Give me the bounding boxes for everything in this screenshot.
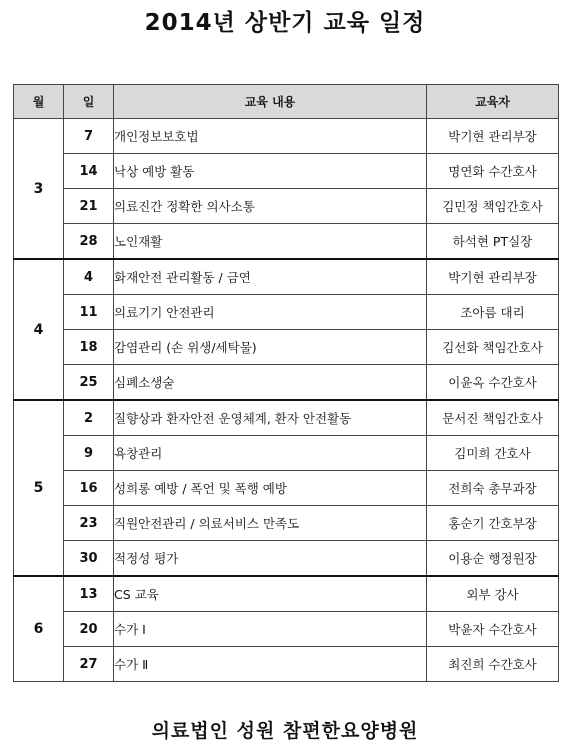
table-row [14, 330, 559, 365]
content-cell: 노인재활 [114, 224, 427, 260]
content-cell: 심폐소생술 [114, 365, 427, 401]
day-cell: 9 [64, 436, 114, 471]
day-cell: 11 [64, 295, 114, 330]
schedule-body [14, 119, 559, 682]
day-cell: 27 [64, 647, 114, 682]
day-cell: 2 [64, 400, 114, 436]
day-cell: 14 [64, 154, 114, 189]
header-instructor: 교육자 [427, 85, 559, 119]
day-cell: 21 [64, 189, 114, 224]
instructor-cell: 하석현 PT실장 [427, 224, 559, 260]
table-header-row [14, 85, 559, 119]
table-row [14, 612, 559, 647]
table-row [14, 436, 559, 471]
month-cell: 5 [14, 400, 64, 576]
day-cell: 13 [64, 576, 114, 612]
content-cell: 개인정보보호법 [114, 119, 427, 154]
table-row [14, 506, 559, 541]
table-row [14, 154, 559, 189]
instructor-cell: 김미희 간호사 [427, 436, 559, 471]
content-cell: 질향상과 환자안전 운영체계, 환자 안전활동 [114, 400, 427, 436]
content-cell: 욕창관리 [114, 436, 427, 471]
content-cell: 적정성 평가 [114, 541, 427, 577]
instructor-cell: 박기현 관리부장 [427, 119, 559, 154]
day-cell: 23 [64, 506, 114, 541]
table-row [14, 224, 559, 260]
instructor-cell: 김선화 책임간호사 [427, 330, 559, 365]
content-cell: 의료기기 안전관리 [114, 295, 427, 330]
day-cell: 25 [64, 365, 114, 401]
table-row [14, 189, 559, 224]
table-row [14, 471, 559, 506]
header-month: 월 [14, 85, 64, 119]
instructor-cell: 최진희 수간호사 [427, 647, 559, 682]
day-cell: 20 [64, 612, 114, 647]
instructor-cell: 이윤옥 수간호사 [427, 365, 559, 401]
content-cell: 감염관리 (손 위생/세탁물) [114, 330, 427, 365]
month-cell: 3 [14, 119, 64, 260]
hospital-name: 의료법인 성원 참편한요양병원 [151, 720, 419, 742]
content-cell: 수가 Ⅰ [114, 612, 427, 647]
month-cell: 6 [14, 576, 64, 682]
table-row [14, 295, 559, 330]
table-row [14, 119, 559, 154]
table-row [14, 365, 559, 401]
table-row [14, 576, 559, 612]
day-cell: 18 [64, 330, 114, 365]
table-row [14, 647, 559, 682]
instructor-cell: 이용순 행정원장 [427, 541, 559, 577]
day-cell: 30 [64, 541, 114, 577]
instructor-cell: 박윤자 수간호사 [427, 612, 559, 647]
content-cell: 의료진간 정확한 의사소통 [114, 189, 427, 224]
instructor-cell: 외부 강사 [427, 576, 559, 612]
day-cell: 7 [64, 119, 114, 154]
content-cell: 수가 Ⅱ [114, 647, 427, 682]
instructor-cell: 문서진 책임간호사 [427, 400, 559, 436]
table-row [14, 259, 559, 295]
day-cell: 16 [64, 471, 114, 506]
instructor-cell: 김민정 책임간호사 [427, 189, 559, 224]
instructor-cell: 조아름 대리 [427, 295, 559, 330]
content-cell: 낙상 예방 활동 [114, 154, 427, 189]
page-title: 2014년 상반기 교육 일정 [144, 10, 426, 36]
table-row [14, 400, 559, 436]
day-cell: 28 [64, 224, 114, 260]
content-cell: 성희롱 예방 / 폭언 및 폭행 예방 [114, 471, 427, 506]
content-cell: 직원안전관리 / 의료서비스 만족도 [114, 506, 427, 541]
schedule-table [13, 84, 559, 682]
instructor-cell: 박기현 관리부장 [427, 259, 559, 295]
header-day: 일 [64, 85, 114, 119]
content-cell: 화재안전 관리활동 / 금연 [114, 259, 427, 295]
instructor-cell: 명연화 수간호사 [427, 154, 559, 189]
header-content: 교육 내용 [114, 85, 427, 119]
instructor-cell: 홍순기 간호부장 [427, 506, 559, 541]
content-cell: CS 교육 [114, 576, 427, 612]
day-cell: 4 [64, 259, 114, 295]
table-row [14, 541, 559, 577]
instructor-cell: 전희숙 총무과장 [427, 471, 559, 506]
month-cell: 4 [14, 259, 64, 400]
